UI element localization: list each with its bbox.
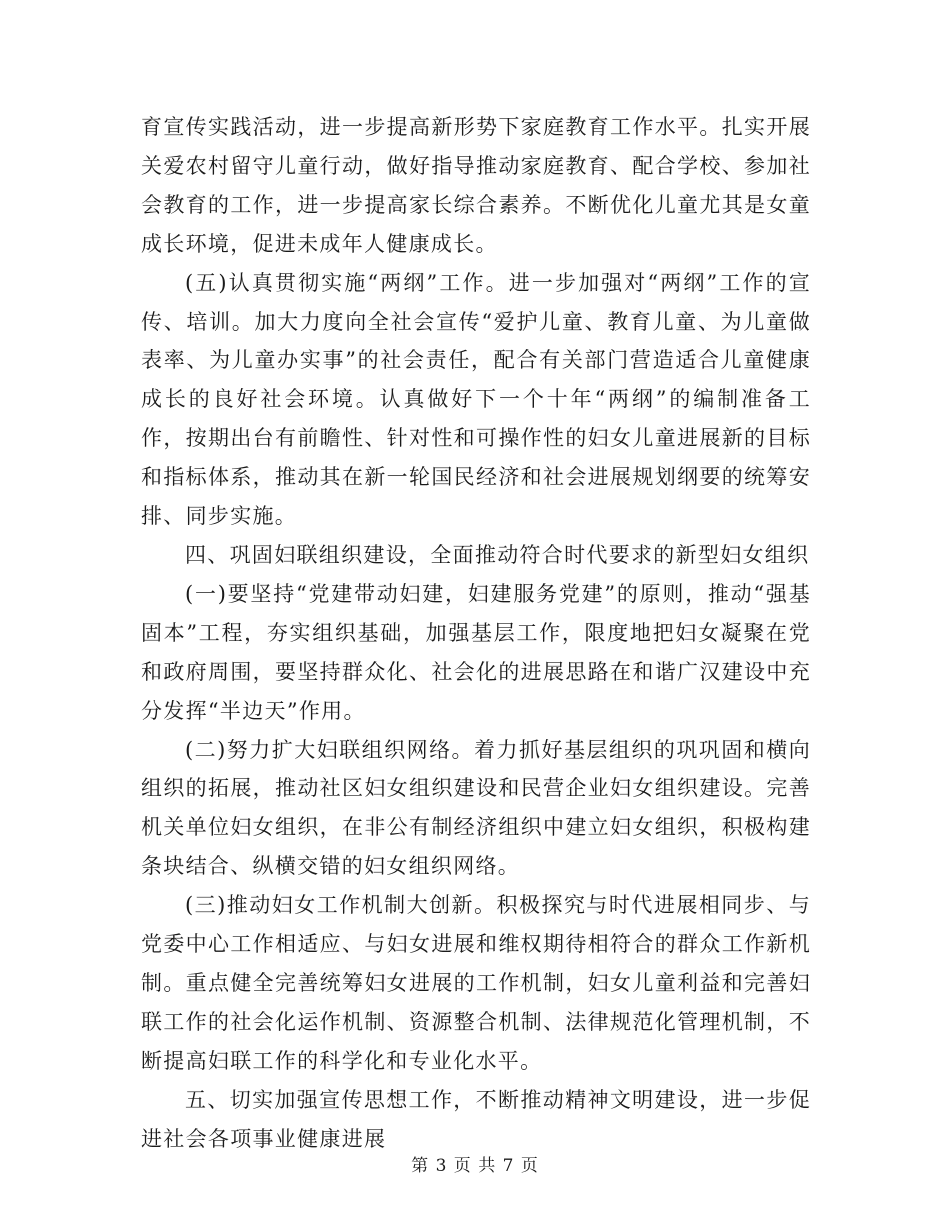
paragraph-two-outlines: (五)认真贯彻实施“两纲”工作。进一步加强对“两纲”工作的宣传、培训。加大力度向全社会宣传“爱护儿童、教育儿童、为儿童做表率、为儿童办实事”的社会责任，配合有关部门营造适合儿童健康成长的良好社会环境。认真做好下一个十年“两纲”的编制准备工作，按期出台有前瞻性、针对性和可操作性的妇女儿童进展新的目标和指标体系，推动其在新一轮国民经济和社会进展规划纲要的统筹安排、同步实施。: [141, 270, 811, 529]
page-number-footer: [0, 1151, 950, 1176]
section-heading-publicity: 五、切实加强宣传思想工作，不断推动精神文明建设，进一步促进社会各项事业健康进展: [141, 1087, 811, 1151]
footer-suffix: 页: [520, 1156, 539, 1176]
paragraph-party-building: (一)要坚持“党建带动妇建，妇建服务党建”的原则，推动“强基固本”工程，夯实组织基础，加强基层工作，限度地把妇女凝聚在党和政府周围，要坚持群众化、社会化的进展思路在和谐广汉建设中充分发挥“半边天”作用。: [141, 581, 811, 723]
footer-current-page: 3: [435, 1156, 448, 1176]
footer-middle: 页 共: [453, 1156, 497, 1176]
document-body: [141, 108, 811, 1158]
paragraph-mechanism-innovation: (三)推动妇女工作机制大创新。积极探究与时代进展相同步、与党委中心工作相适应、与妇女进展和维权期待相符合的群众工作新机制。重点健全完善统筹妇女进展的工作机制，妇女儿童利益和完善妇联工作的社会化运作机制、资源整合机制、法律规范化管理机制，不断提高妇联工作的科学化和专业化水平。: [141, 893, 811, 1073]
footer-prefix: 第: [411, 1156, 430, 1176]
paragraph-family-education: 育宣传实践活动，进一步提高新形势下家庭教育工作水平。扎实开展关爱农村留守儿童行动，做好指导推动家庭教育、配合学校、参加社会教育的工作，进一步提高家长综合素养。不断优化儿童尤其是女童成长环境，促进未成年人健康成长。: [141, 115, 811, 256]
footer-total-pages: 7: [502, 1156, 515, 1176]
paragraph-organization-network: (二)努力扩大妇联组织网络。着力抓好基层组织的巩巩固和横向组织的拓展，推动社区妇女组织建设和民营企业妇女组织建设。完善机关单位妇女组织，在非公有制经济组织中建立妇女组织，积极构建条块结合、纵横交错的妇女组织网络。: [141, 737, 811, 879]
section-heading-organization: 四、巩固妇联组织建设，全面推动符合时代要求的新型妇女组织: [185, 542, 810, 567]
